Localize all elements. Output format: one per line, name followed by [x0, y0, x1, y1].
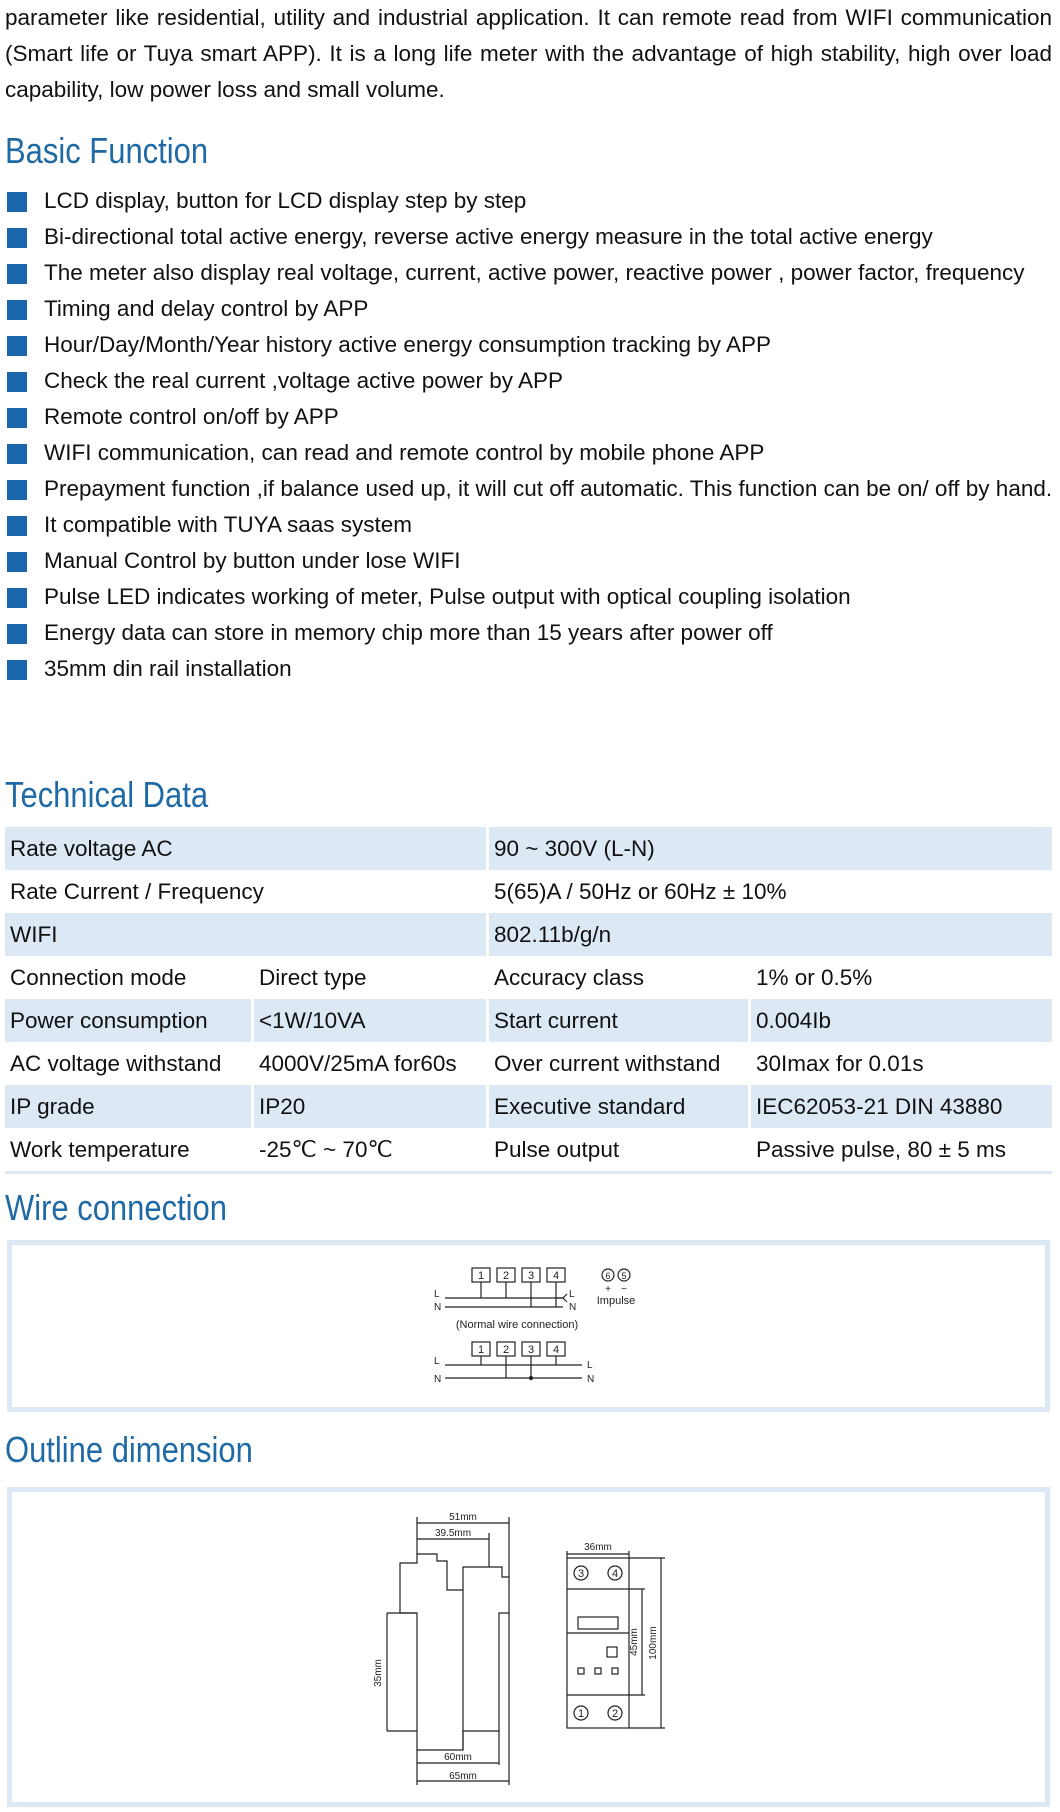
technical-data-heading: Technical Data	[5, 774, 209, 815]
basic-function-text: Timing and delay control by APP	[44, 296, 369, 321]
table-row	[5, 956, 1052, 999]
basic-function-item	[5, 435, 1055, 471]
basic-function-item	[5, 471, 1055, 507]
basic-function-item	[5, 291, 1055, 327]
square-bullet-icon	[7, 336, 27, 356]
spec-value: <1W/10VA	[254, 999, 486, 1042]
basic-function-item	[5, 615, 1055, 651]
basic-function-text: Prepayment function ,if balance used up, it will cut off automatic. This function can be on/ off by hand.	[44, 476, 1053, 501]
dim-36mm: 36mm	[584, 1542, 612, 1553]
dim-60mm: 60mm	[444, 1752, 472, 1763]
basic-function-text: WIFI communication, can read and remote control by mobile phone APP	[44, 440, 765, 465]
impulse-terminal-5: 5	[621, 1271, 627, 1281]
basic-function-item	[5, 327, 1055, 363]
spec-value: 1% or 0.5%	[756, 964, 873, 990]
spec-value: IEC62053-21 DIN 43880	[751, 1085, 1052, 1128]
front-terminal-3: 3	[577, 1568, 585, 1580]
impulse-minus: −	[621, 1284, 627, 1295]
basic-function-item	[5, 507, 1055, 543]
spec-label: Rate voltage AC	[5, 827, 486, 870]
basic-function-item	[5, 255, 1055, 291]
basic-function-text: LCD display, button for LCD display step by step	[44, 188, 527, 213]
square-bullet-icon	[7, 372, 27, 392]
basic-function-item	[5, 363, 1055, 399]
square-bullet-icon	[7, 408, 27, 428]
outline-dimension-frame	[7, 1487, 1050, 1807]
basic-function-text: Hour/Day/Month/Year history active energy consumption tracking by APP	[44, 332, 772, 357]
basic-function-item	[5, 183, 1055, 219]
spec-value: 4000V/25mA for60s	[259, 1050, 457, 1076]
square-bullet-icon	[7, 588, 27, 608]
wire-n-right: N	[569, 1302, 577, 1313]
wire-terminal-1: 1	[477, 1270, 485, 1282]
spec-value: 90 ~ 300V (L-N)	[489, 827, 1052, 870]
spec-label: Connection mode	[10, 964, 187, 990]
spec-value: 802.11b/g/n	[489, 913, 1052, 956]
dim-51mm: 51mm	[449, 1512, 477, 1523]
impulse-plus: +	[605, 1284, 611, 1295]
basic-function-text: Manual Control by button under lose WIFI	[44, 548, 461, 573]
square-bullet-icon	[7, 516, 27, 536]
impulse-terminal-6: 6	[605, 1271, 611, 1281]
table-row	[5, 1085, 1052, 1128]
basic-function-item	[5, 651, 1055, 687]
wire-l-left: L	[434, 1289, 440, 1300]
wire-terminal-2: 2	[502, 1270, 510, 1282]
spec-value: IP20	[254, 1085, 486, 1128]
table-row	[5, 827, 1052, 870]
wire-caption: (Normal wire connection)	[455, 1319, 579, 1331]
basic-function-text: Bi-directional total active energy, reverse active energy measure in the total active energy	[44, 224, 933, 249]
wire-connection-frame	[7, 1240, 1050, 1412]
spec-value: -25℃ ~ 70℃	[254, 1128, 486, 1174]
wire-terminal-3: 3	[527, 1270, 535, 1282]
spec-label: Accuracy class	[494, 964, 645, 990]
square-bullet-icon	[7, 624, 27, 644]
table-row	[5, 999, 1052, 1042]
wire-n-left: N	[434, 1302, 442, 1313]
table-row	[5, 870, 1052, 913]
square-bullet-icon	[7, 552, 27, 572]
wire-connection-diagram	[432, 1266, 712, 1396]
spec-label: Pulse output	[489, 1128, 748, 1174]
basic-function-heading: Basic Function	[5, 130, 209, 171]
basic-function-text: Check the real current ,voltage active power by APP	[44, 368, 564, 393]
spec-value: Passive pulse, 80 ± 5 ms	[751, 1128, 1052, 1174]
wire-l-right-2: L	[587, 1360, 593, 1371]
basic-function-text: It compatible with TUYA saas system	[44, 512, 413, 537]
spec-value: 30Imax for 0.01s	[756, 1050, 924, 1076]
spec-label: Work temperature	[5, 1128, 251, 1174]
spec-value: 0.004Ib	[751, 999, 1052, 1042]
square-bullet-icon	[7, 660, 27, 680]
dim-100mm: 100mm	[648, 1626, 659, 1660]
dim-39-5mm: 39.5mm	[434, 1528, 472, 1539]
table-row	[5, 1042, 1052, 1085]
wire-terminal-4b: 4	[552, 1344, 560, 1356]
spec-label: WIFI	[5, 913, 486, 956]
basic-function-text: Remote control on/off by APP	[44, 404, 339, 429]
basic-function-item	[5, 579, 1055, 615]
wire-terminal-1b: 1	[477, 1344, 485, 1356]
basic-function-text: The meter also display real voltage, current, active power, reactive power , power factor, frequency	[44, 260, 1025, 285]
spec-value: 5(65)A / 50Hz or 60Hz ± 10%	[494, 878, 787, 904]
basic-function-text: 35mm din rail installation	[44, 656, 292, 681]
basic-function-text: Energy data can store in memory chip more than 15 years after power off	[44, 620, 773, 645]
dim-65mm: 65mm	[449, 1771, 477, 1782]
square-bullet-icon	[7, 192, 27, 212]
wire-connection-heading: Wire connection	[5, 1187, 227, 1228]
table-row	[5, 913, 1052, 956]
basic-function-item	[5, 543, 1055, 579]
basic-function-list	[5, 183, 1055, 687]
technical-data-table	[5, 827, 1052, 1174]
dim-35mm: 35mm	[373, 1659, 384, 1687]
dim-45mm: 45mm	[629, 1628, 640, 1656]
basic-function-item	[5, 399, 1055, 435]
front-terminal-2: 2	[611, 1708, 619, 1720]
front-terminal-1: 1	[577, 1708, 585, 1720]
square-bullet-icon	[7, 228, 27, 248]
spec-label: Rate Current / Frequency	[10, 878, 264, 904]
spec-label: AC voltage withstand	[10, 1050, 222, 1076]
wire-l-right: L	[569, 1289, 575, 1300]
impulse-label: Impulse	[596, 1295, 636, 1307]
spec-label: Executive standard	[489, 1085, 748, 1128]
square-bullet-icon	[7, 444, 27, 464]
wire-l-left-2: L	[434, 1356, 440, 1367]
basic-function-text: Pulse LED indicates working of meter, Pulse output with optical coupling isolation	[44, 584, 851, 609]
wire-terminal-2b: 2	[502, 1344, 510, 1356]
wire-n-right-2: N	[587, 1374, 595, 1385]
spec-label: IP grade	[5, 1085, 251, 1128]
front-terminal-4: 4	[611, 1568, 619, 1580]
square-bullet-icon	[7, 264, 27, 284]
spec-value: Direct type	[259, 964, 367, 990]
outline-dimension-diagram	[367, 1503, 767, 1793]
wire-terminal-4: 4	[552, 1270, 560, 1282]
table-row	[5, 1128, 1052, 1174]
outline-dimension-heading: Outline dimension	[5, 1429, 253, 1470]
intro-paragraph: parameter like residential, utility and industrial application. It can remote read from WIFI communication (Smart life or Tuya smart APP). It is a long life meter with the advantage of high stability, high over load capability, low power loss and small volume.	[5, 5, 1052, 102]
wire-n-left-2: N	[434, 1374, 442, 1385]
spec-label: Start current	[489, 999, 748, 1042]
square-bullet-icon	[7, 480, 27, 500]
basic-function-item	[5, 219, 1055, 255]
square-bullet-icon	[7, 300, 27, 320]
wire-terminal-3b: 3	[527, 1344, 535, 1356]
spec-label: Power consumption	[5, 999, 251, 1042]
spec-label: Over current withstand	[494, 1050, 721, 1076]
